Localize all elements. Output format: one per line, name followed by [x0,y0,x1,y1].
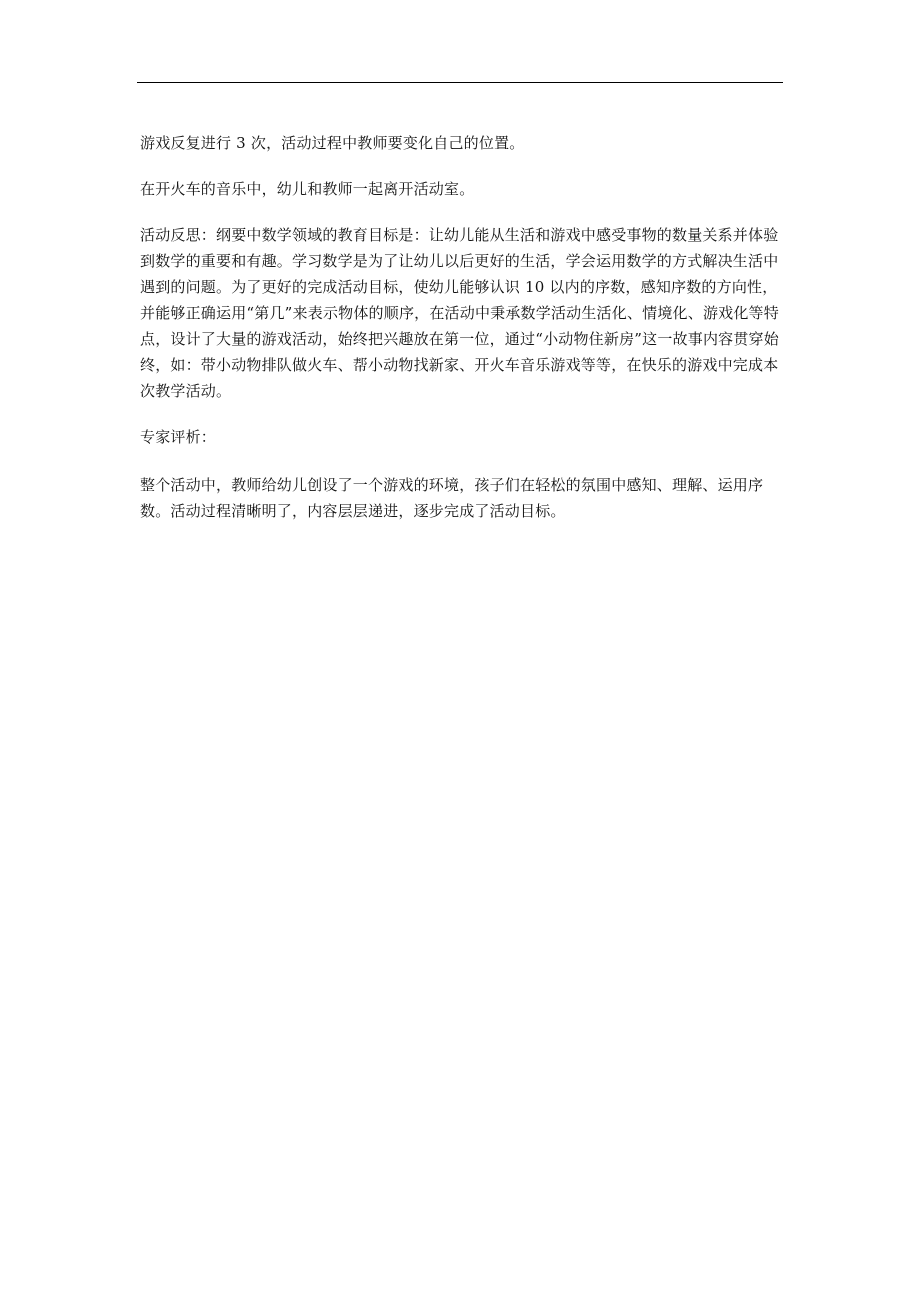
paragraph-reflection: 活动反思：纲要中数学领域的教育目标是：让幼儿能从生活和游戏中感受事物的数量关系并体验到数学的重要和有趣。学习数学是为了让幼儿以后更好的生活，学会运用数学的方式解决生活中遇到的问题。为了更好的完成活动目标，使幼儿能够认识 10 以内的序数，感知序数的方向性，并能够正确运用“第几”来表示物体的顺序，在活动中秉承数学活动生活化、情境化、游戏化等特点，设计了大量的游戏活动，始终把兴趣放在第一位，通过“小动物住新房”这一故事内容贯穿始终，如：带小动物排队做火车、帮小动物找新家、开火车音乐游戏等等，在快乐的游戏中完成本次教学活动。 [140,226,779,400]
header-divider [137,82,783,83]
paragraph-game-repeat: 游戏反复进行 3 次，活动过程中教师要变化自己的位置。 [140,134,525,152]
document-body [140,130,785,544]
paragraph-expert-heading: 专家评析： [140,428,217,446]
paragraph-expert-comment: 整个活动中，教师给幼儿创设了一个游戏的环境，孩子们在轻松的氛围中感知、理解、运用序数。活动过程清晰明了，内容层层递进，逐步完成了活动目标。 [140,476,764,520]
paragraph-leave-room: 在开火车的音乐中，幼儿和教师一起离开活动室。 [140,180,475,198]
